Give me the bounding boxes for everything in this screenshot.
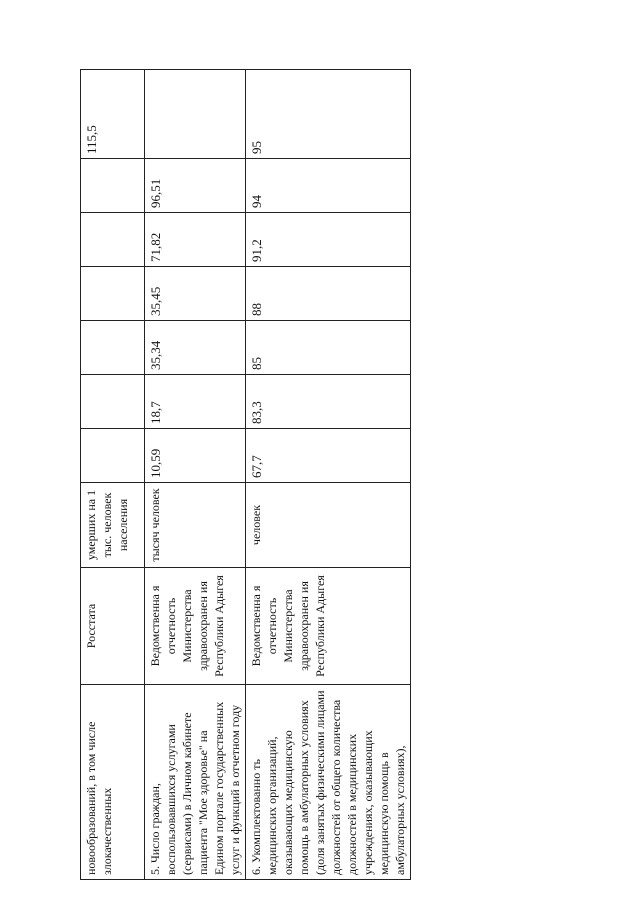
value-cell: 10,59 [145, 429, 246, 483]
indicator-name-cell: новообразований, в том числе злокачественных [81, 685, 145, 880]
value-cell: 95 [246, 70, 411, 159]
source-cell: Росстата [81, 568, 145, 685]
value-cell [145, 70, 246, 159]
value-cell: 91,2 [246, 213, 411, 267]
source-cell: Ведомственна я отчетность Министерства здравоохранен ия Республики Адыгея [246, 568, 411, 685]
value-cell [81, 375, 145, 429]
value-cell: 88 [246, 267, 411, 321]
value-cell: 35,45 [145, 267, 246, 321]
rotated-table-container [80, 70, 407, 880]
table-row [145, 70, 246, 880]
indicator-name-cell: 6. Укомплектованно ть медицинских организаций, оказывающих медицинскую помощь в амбулаторных условиях (доля занятых физическими лицами должностей от общего количества должностей в медицинских учреждениях, оказывающих медицинскую помощь в амбулаторных условиях), [246, 685, 411, 880]
value-cell: 83,3 [246, 375, 411, 429]
unit-cell: человек [246, 483, 411, 568]
unit-cell: умерших на 1 тыс. человек населения [81, 483, 145, 568]
table-row [81, 70, 145, 880]
indicator-name-cell: 5. Число граждан, воспользовавшихся услугами (сервисами) в Личном кабинете пациента "Мое здоровье" на Едином портале государственных услуг и функций в отчетном году [145, 685, 246, 880]
indicators-table [80, 69, 411, 880]
value-cell [81, 321, 145, 375]
value-cell: 96,51 [145, 159, 246, 213]
value-cell: 71,82 [145, 213, 246, 267]
value-cell: 85 [246, 321, 411, 375]
value-cell: 35,34 [145, 321, 246, 375]
value-cell: 94 [246, 159, 411, 213]
value-cell [81, 213, 145, 267]
value-cell: 18,7 [145, 375, 246, 429]
source-cell: Ведомственна я отчетность Министерства здравоохранен ия Республики Адыгея [145, 568, 246, 685]
value-cell [81, 429, 145, 483]
value-cell: 67,7 [246, 429, 411, 483]
unit-cell: тысяч человек [145, 483, 246, 568]
value-cell [81, 267, 145, 321]
table-row [246, 70, 411, 880]
value-cell: 115,5 [81, 70, 145, 159]
value-cell [81, 159, 145, 213]
